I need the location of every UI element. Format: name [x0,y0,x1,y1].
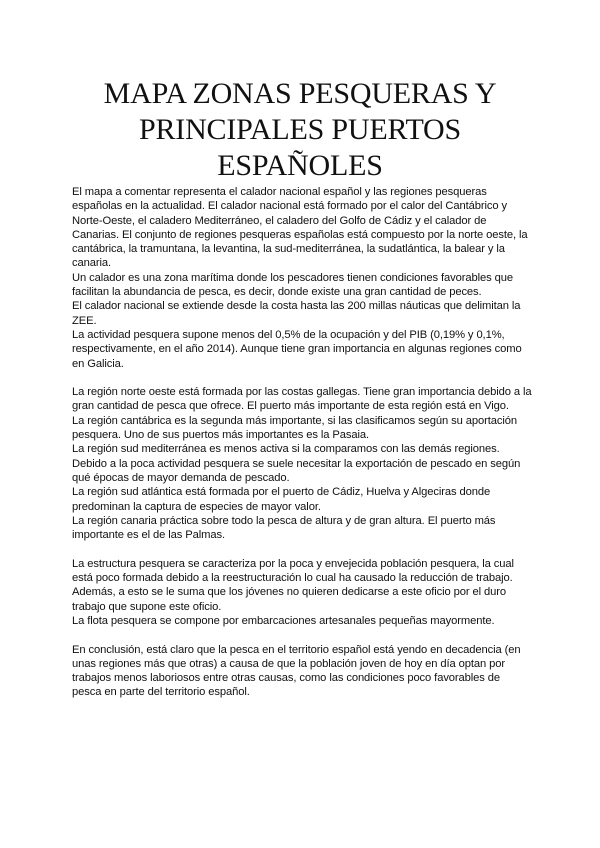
paragraph-calador-definition: Un calador es una zona marítima donde los pescadores tienen condiciones favorables que facilitan la abundancia de pesca, es decir, donde existe una gran cantidad de peces. [72,271,514,299]
paragraph-region-cantabrica: La región cantábrica es la segunda más importante, si las clasificamos según su aportación pesquera. Uno de sus puertos más importantes es la Pasaia. [72,414,517,442]
paragraph-region-norte-oeste: La región norte oeste está formada por las costas gallegas. Tiene gran importancia debido a la gran cantidad de pesca que ofrece. El puerto más importante de esta región está en Vigo. [72,386,532,413]
paragraph-region-canaria: La región canaria práctica sobre todo la pesca de altura y de gran altura. El puerto más importante es el de las Palmas. [72,514,496,542]
document-title: MAPA ZONAS PESQUERAS Y PRINCIPALES PUERTOS ESPAÑOLES [103,77,497,182]
paragraph-zee: El calador nacional se extiende desde la costa hasta las 200 millas náuticas que delimitan la ZEE. [72,300,521,327]
paragraph-conclusion: En conclusión, está claro que la pesca en el territorio español está yendo en decadencia (en unas regiones más que otras) a causa de que la población joven de hoy en día optan por trabajos menos laboriosos entre otras causas, como las condiciones poco favorables de pesca en parte del territorio español. [72,643,521,699]
paragraph-flota: La flota pesquera se compone por embarcaciones artesanales pequeñas mayormente. [72,614,495,627]
paragraph-estructura: La estructura pesquera se caracteriza por la poca y envejecida población pesquera, la cual está poco formada debido a la reestructuración lo cual ha causado la reducción de trabajo. Además, a esto se le suma que los jóvenes no quieren dedicarse a este oficio por el duro trabajo que supone este oficio. [72,557,514,613]
paragraph-region-sud-mediterranea: La región sud mediterránea es menos activa si la comparamos con las demás regiones. Debido a la poca actividad pesquera se suele necesitar la exportación de pescado en según qué épocas de mayor demanda de pescado. [72,443,521,484]
paragraph-intro: El mapa a comentar representa el calador nacional español y las regiones pesqueras españolas en la actualidad. El calador nacional está formado por el calor del Cantábrico y Norte-Oeste, el caladero Mediterráneo, el caladero del Golfo de Cádiz y el calador de Canarias. El conjunto de regiones pesqueras españolas está compuesto por la norte oeste, la cantábrica, la tramuntana, la levantina, la sud-mediterránea, la sudatlántica, la balear y la canaria. [72,186,528,270]
paragraph-gap [72,542,532,556]
paragraph-gap [72,628,532,642]
paragraph-gap [72,371,532,385]
paragraph-actividad: La actividad pesquera supone menos del 0,5% de la ocupación y del PIB (0,19% y 0,1%, respectivamente, en el año 2014). Aunque tiene gran importancia en algunas regiones como en Galicia. [72,328,522,370]
paragraph-region-sud-atlantica: La región sud atlántica está formada por el puerto de Cádiz, Huelva y Algeciras donde predominan la captura de especies de mayor valor. [72,486,491,513]
document-body [72,185,532,700]
